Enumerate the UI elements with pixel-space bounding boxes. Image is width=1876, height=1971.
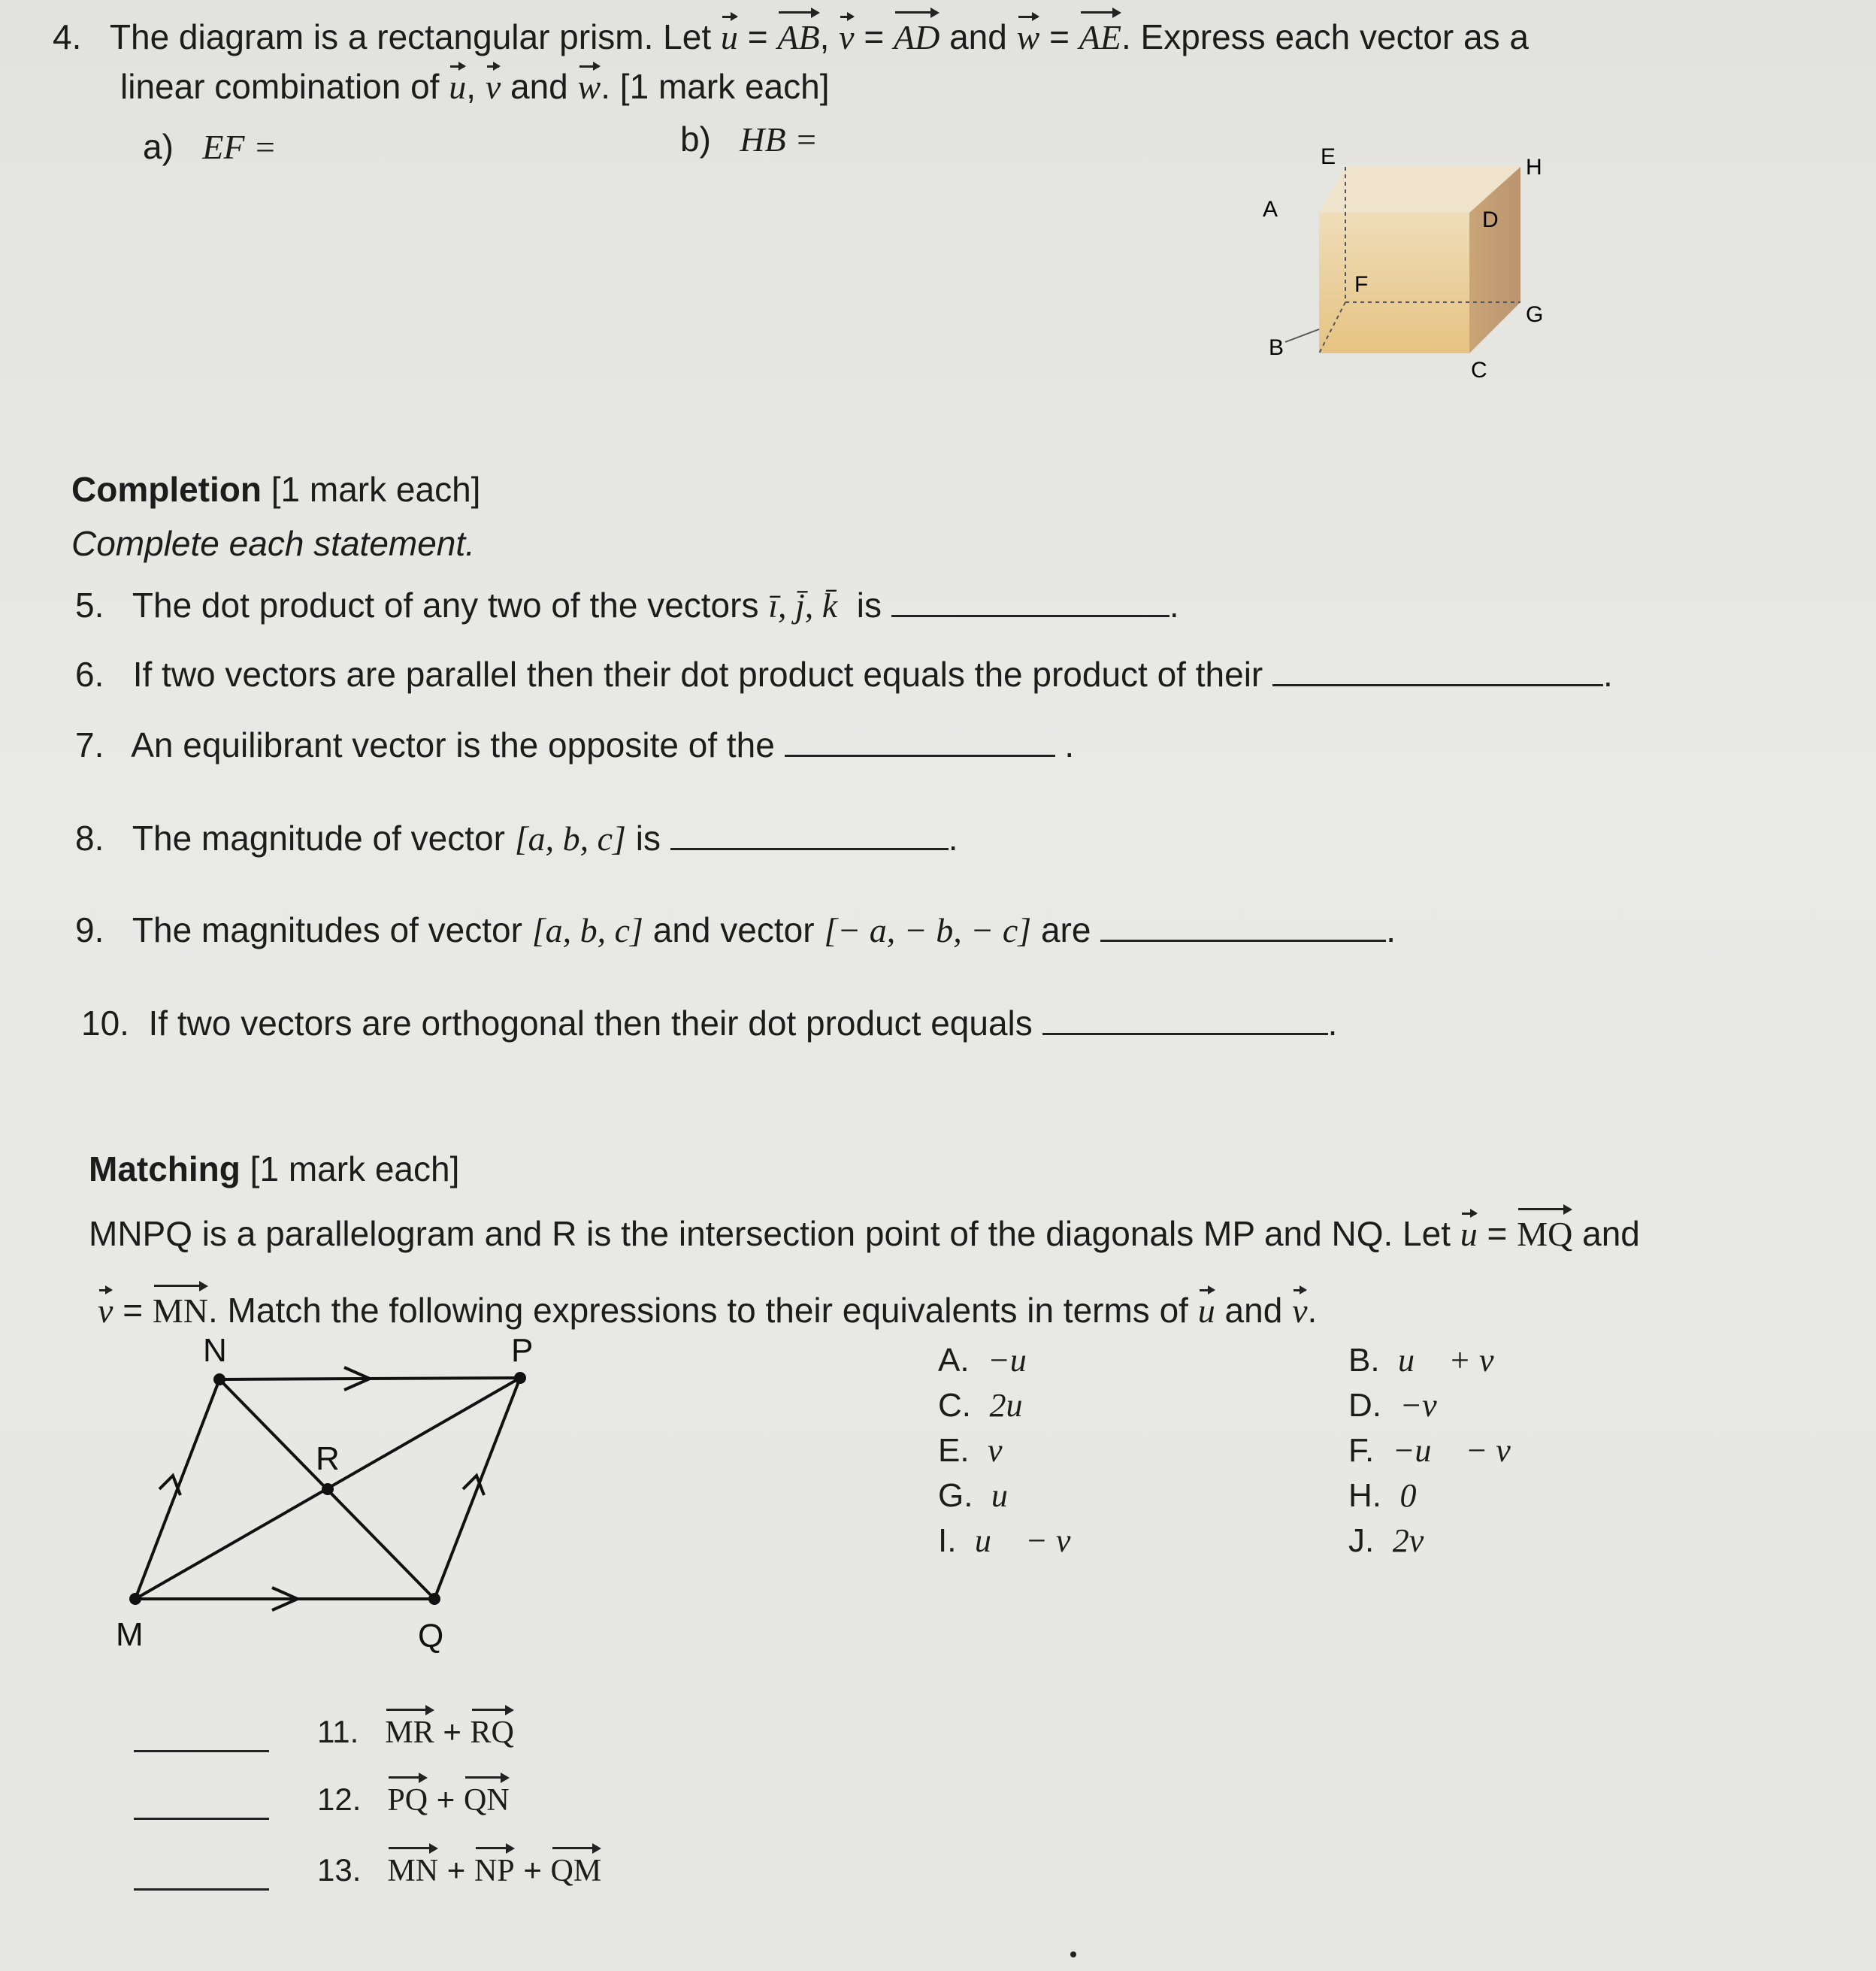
answer-blank-8[interactable]: [670, 848, 949, 850]
answer-blank-13[interactable]: [134, 1888, 269, 1891]
q4a: a) EF =: [143, 127, 277, 166]
q4b: b) HB =: [680, 120, 818, 159]
label-P: P: [511, 1334, 534, 1369]
option-G: G. u⃗: [938, 1477, 1034, 1514]
completion-instruction: Complete each statement.: [71, 524, 475, 563]
matching-heading: Matching [1 mark each]: [89, 1149, 460, 1188]
label-N: N: [203, 1334, 227, 1369]
option-B: B. u⃗ + v⃗: [1348, 1342, 1520, 1379]
stray-dot: [1070, 1951, 1076, 1957]
option-D: D. −v⃗: [1348, 1387, 1463, 1424]
option-I: I. u⃗ − v⃗: [938, 1522, 1097, 1559]
point-N: [213, 1373, 225, 1385]
parallelogram-diagram: [105, 1334, 556, 1665]
answer-blank-11[interactable]: [134, 1750, 269, 1752]
prism-label-B: B: [1269, 335, 1284, 360]
matching-question-11: 11. MR + RQ: [317, 1714, 514, 1750]
matching-intro-line2: v = MN. Match the following expressions to their equivalents in terms of u and v.: [98, 1291, 1318, 1330]
option-A: A. −u⃗: [938, 1342, 1052, 1379]
option-C: C. 2u⃗: [938, 1387, 1048, 1424]
option-H: H. 0⃗: [1348, 1477, 1442, 1514]
answer-blank-5[interactable]: [891, 615, 1169, 617]
label-Q: Q: [418, 1618, 444, 1655]
prism-front-face: [1319, 213, 1469, 353]
label-M: M: [116, 1616, 144, 1653]
option-F: F. −u⃗ − v⃗: [1348, 1432, 1537, 1469]
matching-question-12: 12. PQ + QN: [317, 1782, 510, 1818]
prism-label-A: A: [1263, 197, 1278, 222]
answer-blank-7[interactable]: [785, 755, 1055, 757]
completion-heading: Completion [1 mark each]: [71, 470, 481, 509]
point-P: [514, 1372, 526, 1384]
q4-line1: 4. The diagram is a rectangular prism. Let u = AB, v = AD and w = AE. Express each vector as a: [53, 17, 1529, 56]
answer-blank-10[interactable]: [1042, 1033, 1328, 1035]
side-QP: [434, 1378, 520, 1599]
completion-item-5: 5. The dot product of any two of the vectors ī, j̄, k̄ is .: [75, 586, 1179, 625]
prism-label-F: F: [1354, 272, 1369, 297]
point-Q: [428, 1593, 440, 1605]
matching-question-13: 13. MN + NP + QM: [317, 1852, 602, 1888]
point-M: [129, 1593, 141, 1605]
prism-label-E: E: [1321, 144, 1336, 169]
edge-B: [1285, 329, 1319, 342]
answer-blank-9[interactable]: [1100, 940, 1386, 942]
completion-item-10: 10. If two vectors are orthogonal then their dot product equals .: [81, 1004, 1338, 1043]
prism-label-H: H: [1526, 155, 1542, 180]
option-E: E. v⃗: [938, 1432, 1028, 1469]
completion-item-7: 7. An equilibrant vector is the opposite of the .: [75, 725, 1075, 764]
point-R: [322, 1483, 334, 1495]
label-R: R: [316, 1440, 340, 1477]
completion-item-9: 9. The magnitudes of vector [a, b, c] and vector [− a, − b, − c] are .: [75, 910, 1396, 949]
prism-label-G: G: [1526, 302, 1544, 327]
option-J: J. 2v⃗: [1348, 1522, 1450, 1559]
prism-label-D: D: [1482, 207, 1499, 232]
answer-blank-12[interactable]: [134, 1818, 269, 1820]
prism-label-C: C: [1471, 358, 1487, 383]
matching-intro-line1: MNPQ is a parallelogram and R is the intersection point of the diagonals MP and NQ. Let u = MQ and: [89, 1214, 1640, 1253]
q4-line2: linear combination of u, v and w. [1 mark each]: [120, 67, 830, 106]
answer-blank-6[interactable]: [1272, 684, 1603, 686]
rectangular-prism-diagram: [1248, 135, 1601, 391]
completion-item-8: 8. The magnitude of vector [a, b, c] is .: [75, 819, 958, 858]
completion-item-6: 6. If two vectors are parallel then their dot product equals the product of their .: [75, 655, 1613, 694]
